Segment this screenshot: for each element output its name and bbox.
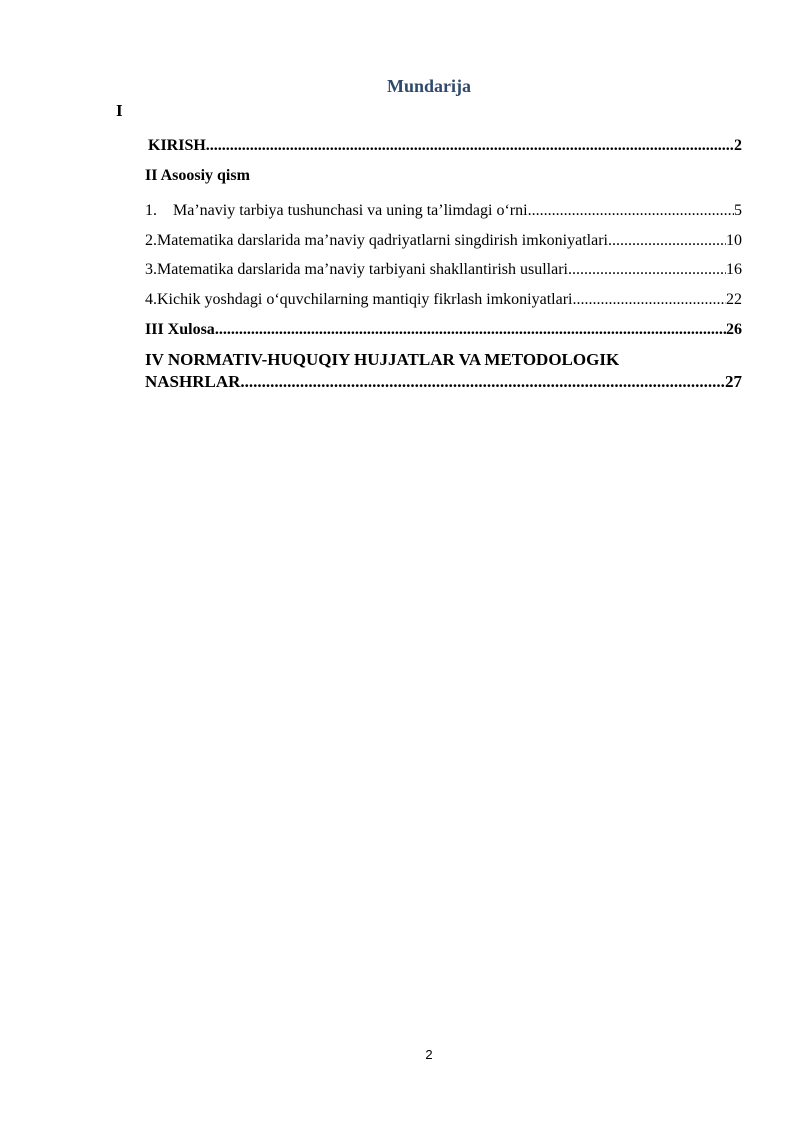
- toc-entry-page: 10: [726, 232, 742, 249]
- toc-entry-text: Ma’naviy tarbiya tushunchasi va uning ta’limdagi o‘rni: [173, 202, 528, 219]
- section-numeral-i: I: [116, 101, 123, 120]
- toc-entry-label: 3.Matematika darslarida ma’naviy tarbiyani shakllantirish usullari: [145, 261, 568, 278]
- dot-leader: [215, 320, 726, 340]
- toc-entry-page: 2: [734, 137, 742, 154]
- toc-entry-normativ-line1[interactable]: IV NORMATIV-HUQUQIY HUJJATLAR VA METODOLOGIK: [145, 350, 620, 369]
- toc-entry-label: KIRISH: [148, 137, 206, 154]
- toc-entry-item-3[interactable]: [145, 260, 742, 280]
- toc-entry-xulosa[interactable]: [145, 320, 742, 340]
- toc-entry-number: 1.: [145, 202, 157, 219]
- toc-entry-label: III Xulosa: [145, 321, 215, 338]
- toc-entry-label: 4.Kichik yoshdagi o‘quvchilarning mantiqiy fikrlash imkoniyatlari: [145, 291, 573, 308]
- dot-leader: [608, 231, 726, 251]
- toc-entry-page: 16: [726, 261, 742, 278]
- toc-entry-label: 2.Matematika darslarida ma’naviy qadriyatlarni singdirish imkoniyatlari: [145, 232, 608, 249]
- dot-leader: [240, 372, 725, 392]
- toc-entry-kirish[interactable]: [145, 136, 742, 156]
- dot-leader: [568, 260, 726, 280]
- dot-leader: [528, 201, 734, 221]
- toc-entry-item-1[interactable]: [145, 201, 742, 221]
- page-number: 2: [425, 1047, 433, 1062]
- toc-entry-item-2[interactable]: [145, 231, 742, 251]
- toc-entry-page: 5: [734, 202, 742, 219]
- toc-entry-label: [145, 201, 528, 221]
- toc-entry-page: 26: [726, 321, 742, 338]
- toc-entry-page: 27: [725, 372, 742, 391]
- dot-leader: [572, 290, 726, 310]
- toc-entry-item-4[interactable]: [145, 290, 742, 310]
- page-title: Mundarija: [386, 76, 471, 96]
- toc-heading-asosiy: II Asoosiy qism: [145, 167, 250, 184]
- toc-entry-page: 22: [726, 291, 742, 308]
- toc-entry-label: NASHRLAR: [145, 372, 241, 391]
- dot-leader: [206, 136, 734, 156]
- toc-entry-normativ[interactable]: [145, 372, 742, 392]
